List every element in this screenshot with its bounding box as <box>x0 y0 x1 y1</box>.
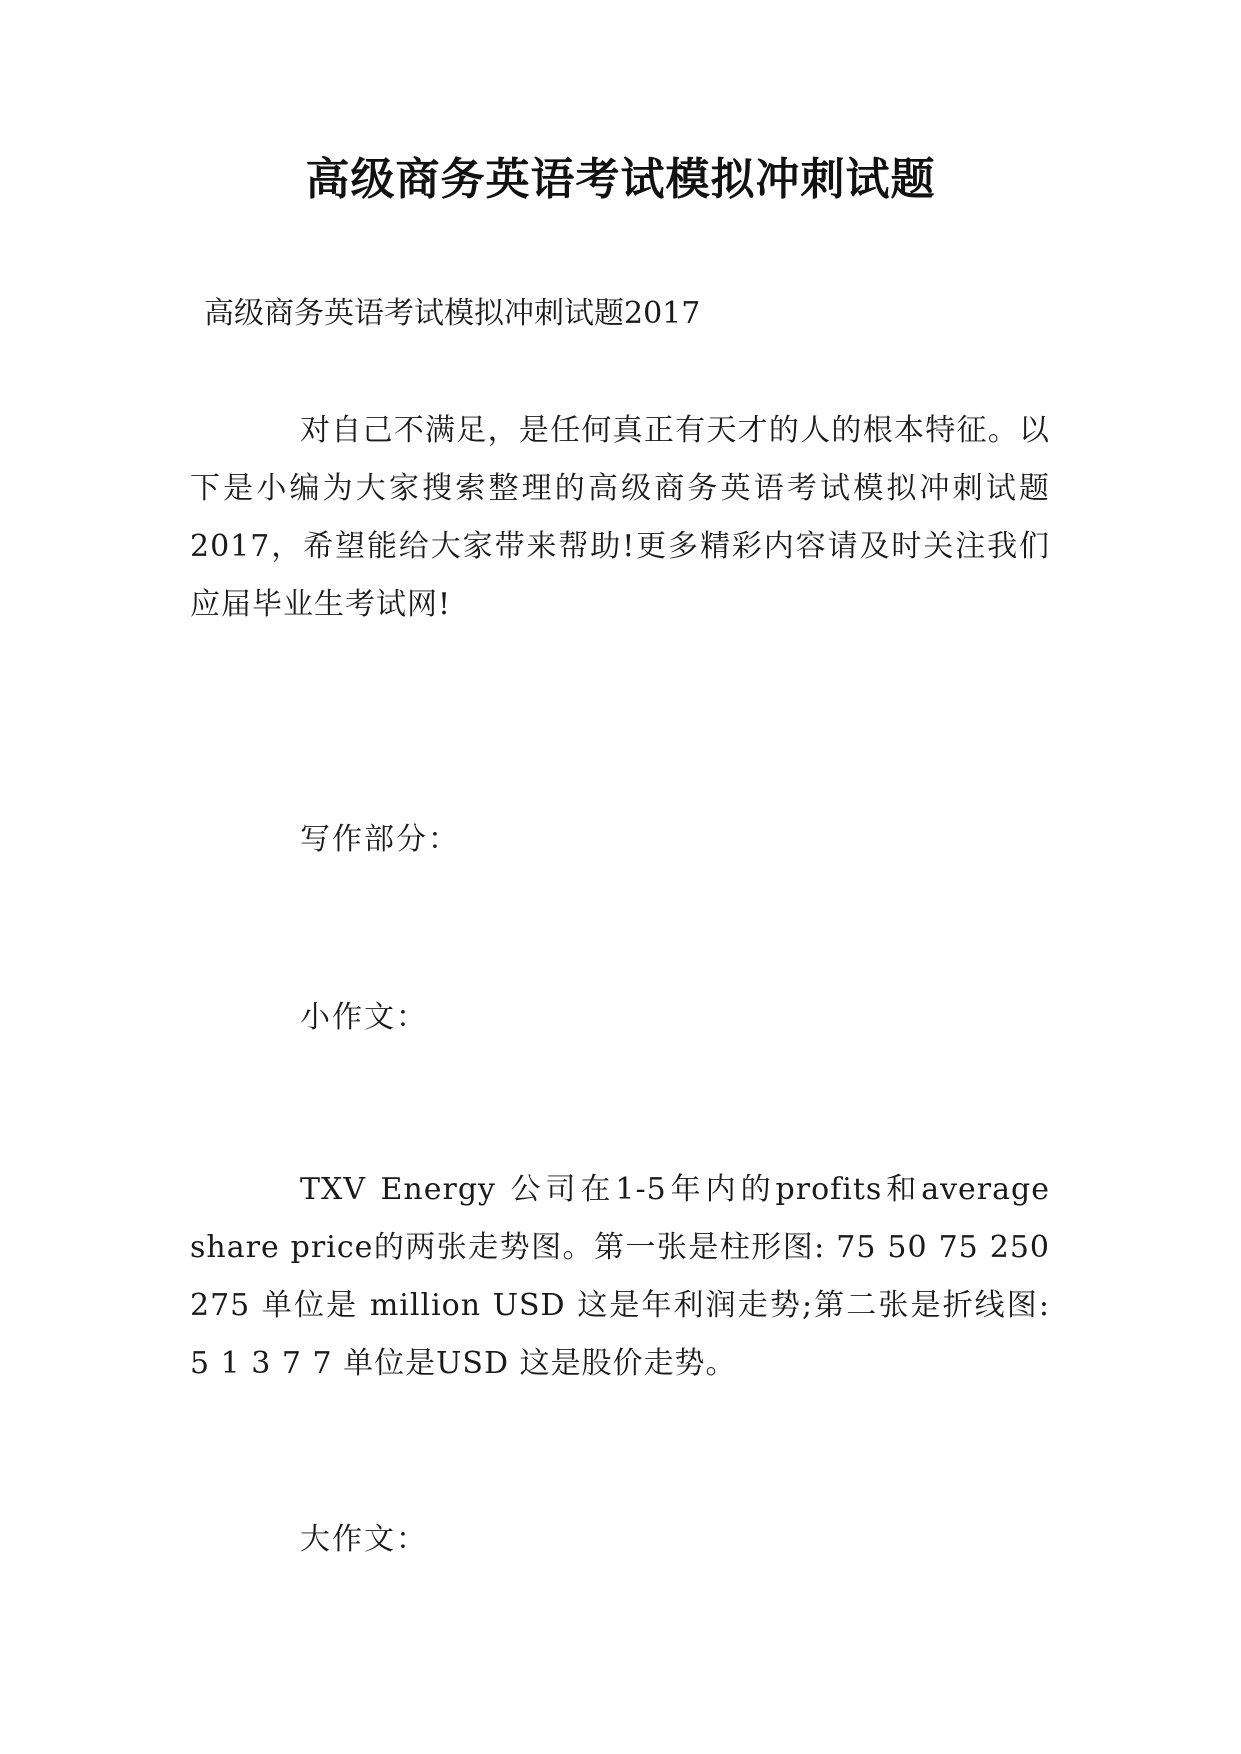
section-heading-small-essay: 小作文： <box>300 1000 428 1035</box>
section-heading-large-essay: 大作文： <box>300 1522 428 1557</box>
intro-paragraph: 对自己不满足，是任何真正有天才的人的根本特征。以下是小编为大家搜索整理的高级商务英语考试模拟冲刺试题2017，希望能给大家带来帮助!更多精彩内容请及时关注我们应届毕业生考试网! <box>190 413 1050 622</box>
document-subtitle: 高级商务英语考试模拟冲刺试题2017 <box>204 296 701 331</box>
document-title: 高级商务英语考试模拟冲刺试题 <box>305 154 936 205</box>
section-heading-writing: 写作部分： <box>300 822 460 857</box>
small-essay-task-paragraph: TXV Energy 公司在1-5年内的profits和average share price的两张走势图。第一张是柱形图: 75 50 75 250 275 单位是 million USD 这是年利润走势;第二张是折线图: 5 1 3 7 7 单位是USD 这是股价走势。 <box>190 1172 1050 1381</box>
